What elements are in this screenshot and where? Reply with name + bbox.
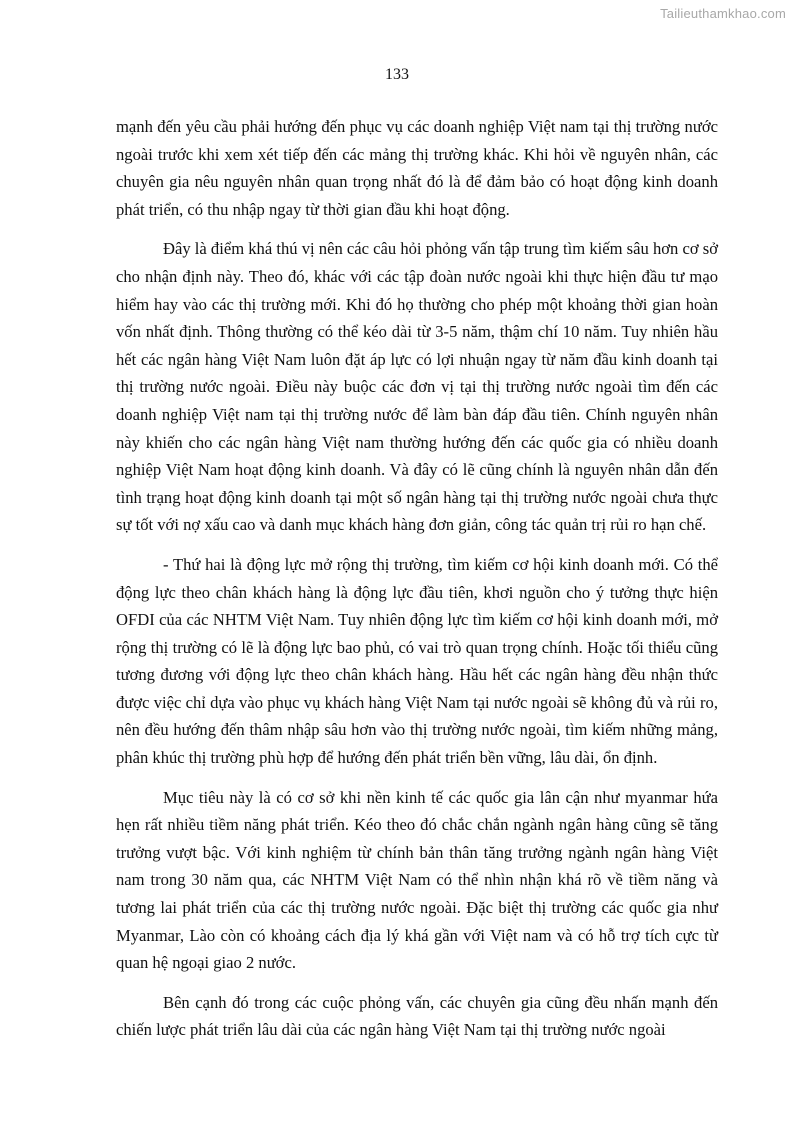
paragraph: Mục tiêu này là có cơ sở khi nền kinh tế các quốc gia lân cận như myanmar hứa hẹn rất nhiều tiềm năng phát triển. Kéo theo đó chắc chắn ngành ngân hàng cũng sẽ tăng trưởng vượt bậc. Với kinh nghiệm từ chính bản thân tăng trưởng ngành ngân hàng Việt nam trong 30 năm qua, các NHTM Việt Nam có thể nhìn nhận khá rõ về tiềm năng và tương lai phát triển của các thị trường nước ngoài. Đặc biệt thị trường các quốc gia như Myanmar, Lào còn có khoảng cách địa lý khá gần với Việt nam và có hỗ trợ tích cực từ quan hệ ngoại giao 2 nước. (116, 787, 718, 973)
paragraph: - Thứ hai là động lực mở rộng thị trường, tìm kiếm cơ hội kinh doanh mới. Có thể động lực theo chân khách hàng là động lực đầu tiên, khơi nguồn cho ý tưởng thực hiện OFDI của các NHTM Việt Nam. Tuy nhiên động lực tìm kiếm cơ hội kinh doanh mới, mở rộng thị trường có lẽ là động lực bao phủ, có vai trò quan trọng chính. Hoặc tối thiểu cũng tương đương với động lực theo chân khách hàng. Hầu hết các ngân hàng đều nhận thức được việc chỉ dựa vào phục vụ khách hàng Việt Nam tại nước ngoài sẽ không đủ và rủi ro, nên đều hướng đến thâm nhập sâu hơn vào thị trường nước ngoài, tìm kiếm những mảng, phân khúc thị trường phù hợp để hướng đến phát triển bền vững, lâu dài, ổn định. (116, 554, 718, 768)
watermark: Tailieuthamkhao.com (660, 6, 786, 21)
paragraph: Đây là điểm khá thú vị nên các câu hỏi phỏng vấn tập trung tìm kiếm sâu hơn cơ sở cho nhận định này. Theo đó, khác với các tập đoàn nước ngoài khi thực hiện đầu tư mạo hiểm hay vào các thị trường mới. Khi đó họ thường cho phép một khoảng thời gian hoàn vốn nhất định. Thông thường có thể kéo dài từ 3-5 năm, thậm chí 10 năm. Tuy nhiên hầu hết các ngân hàng Việt Nam luôn đặt áp lực có lợi nhuận ngay từ năm đầu kinh doanh tại thị trường nước ngoài. Điều này buộc các đơn vị tại thị trường nước ngoài tìm đến các doanh nghiệp Việt nam tại thị trường nước để làm bàn đáp đầu tiên. Chính nguyên nhân này khiến cho các ngân hàng Việt nam thường hướng đến các quốc gia có nhiều doanh nghiệp Việt Nam hoạt động kinh doanh. Và đây có lẽ cũng chính là nguyên nhân dẫn đến tình trạng hoạt động kinh doanh tại một số ngân hàng tại thị trường nước ngoài chưa thực sự tốt với nợ xấu cao và danh mục khách hàng đơn giản, công tác quản trị rủi ro hạn chế. (116, 239, 718, 535)
document-body (116, 113, 718, 1056)
paragraph-continuation: mạnh đến yêu cầu phải hướng đến phục vụ các doanh nghiệp Việt nam tại thị trường nước ngoài trước khi xem xét tiếp đến các mảng thị trường khác. Khi hỏi về nguyên nhân, các chuyên gia nêu nguyên nhân quan trọng nhất đó là để đảm bảo có hoạt động kinh doanh phát triển, có thu nhập ngay từ thời gian đầu khi hoạt động. (116, 117, 718, 219)
page-number: 133 (385, 66, 409, 83)
paragraph: Bên cạnh đó trong các cuộc phỏng vấn, các chuyên gia cũng đều nhấn mạnh đến chiến lược phát triển lâu dài của các ngân hàng Việt Nam tại thị trường nước ngoài (116, 992, 718, 1040)
